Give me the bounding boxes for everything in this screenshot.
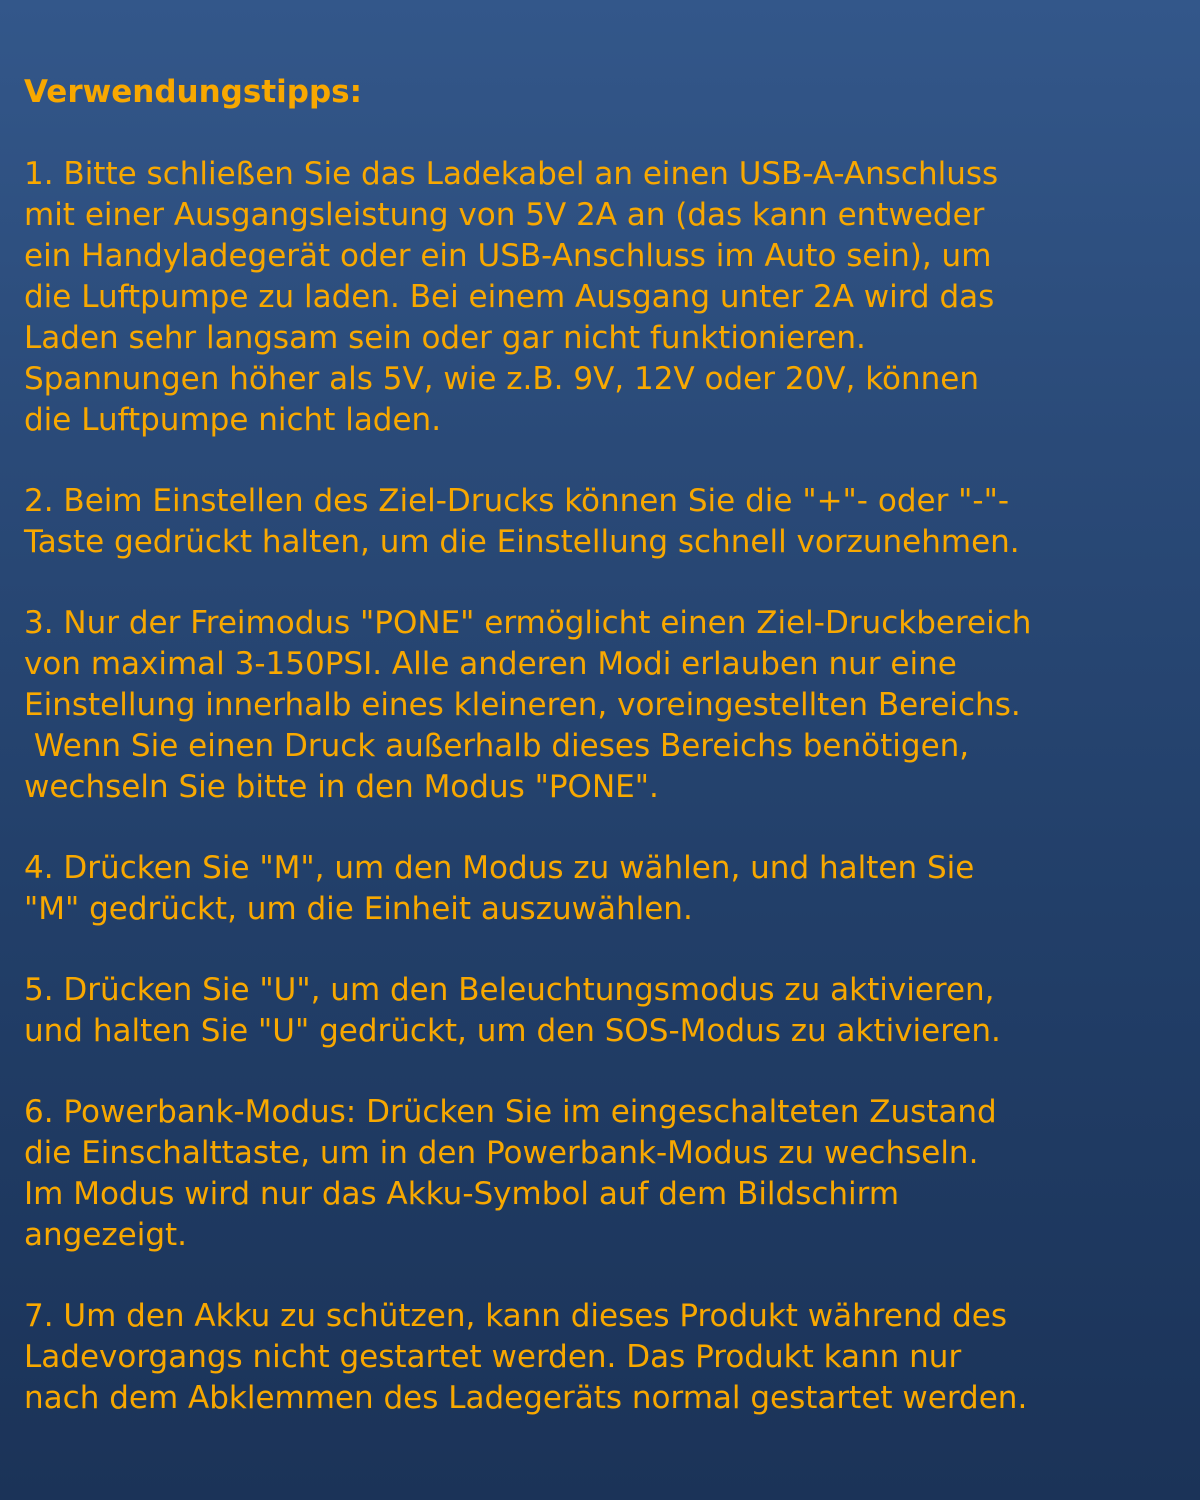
tip-5: 5. Drücken Sie "U", um den Beleuchtungsmodus zu aktivieren, und halten Sie "U" gedrückt, um den SOS-Modus zu aktivieren. — [24, 972, 1001, 1049]
tip-6: 6. Powerbank-Modus: Drücken Sie im eingeschalteten Zustand die Einschalttaste, um in den Powerbank-Modus zu wechseln. Im Modus wird nur das Akku-Symbol auf dem Bildschirm angezeigt. — [24, 1094, 997, 1253]
tip-1: 1. Bitte schließen Sie das Ladekabel an einen USB-A-Anschluss mit einer Ausgangsleistung von 5V 2A an (das kann entweder ein Handyladegerät oder ein USB-Anschluss im Auto sein), um die Luftpumpe zu laden. Bei einem Ausgang unter 2A wird das Laden sehr langsam sein oder gar nicht funktionieren. Spannungen höher als 5V, wie z.B. 9V, 12V oder 20V, können die Luftpumpe nicht laden. — [24, 156, 999, 438]
page-title: Verwendungstipps: — [24, 74, 362, 110]
spacer — [24, 441, 1180, 481]
tip-3: 3. Nur der Freimodus "PONE" ermöglicht einen Ziel-Druckbereich von maximal 3-150PSI. Alle anderen Modi erlauben nur eine Einstellung innerhalb eines kleineren, voreingestellten Bereichs. Wenn Sie einen Druck außerhalb dieses Bereichs benötigen, wechseln Sie bitte in den Modus "PONE". — [24, 605, 1032, 805]
tip-4: 4. Drücken Sie "M", um den Modus zu wählen, und halten Sie "M" gedrückt, um die Einheit auszuwählen. — [24, 850, 975, 927]
spacer — [24, 563, 1180, 603]
spacer — [24, 808, 1180, 848]
spacer — [24, 930, 1180, 970]
spacer — [24, 1256, 1180, 1296]
tip-7: 7. Um den Akku zu schützen, kann dieses Produkt während des Ladevorgangs nicht gestartet werden. Das Produkt kann nur nach dem Abklemmen des Ladegeräts normal gestartet werden. — [24, 1298, 1028, 1416]
spacer — [24, 1052, 1180, 1092]
tip-2: 2. Beim Einstellen des Ziel-Drucks können Sie die "+"- oder "-"- Taste gedrückt halten, um die Einstellung schnell vorzunehmen. — [24, 483, 1020, 560]
spacer — [24, 114, 1180, 154]
